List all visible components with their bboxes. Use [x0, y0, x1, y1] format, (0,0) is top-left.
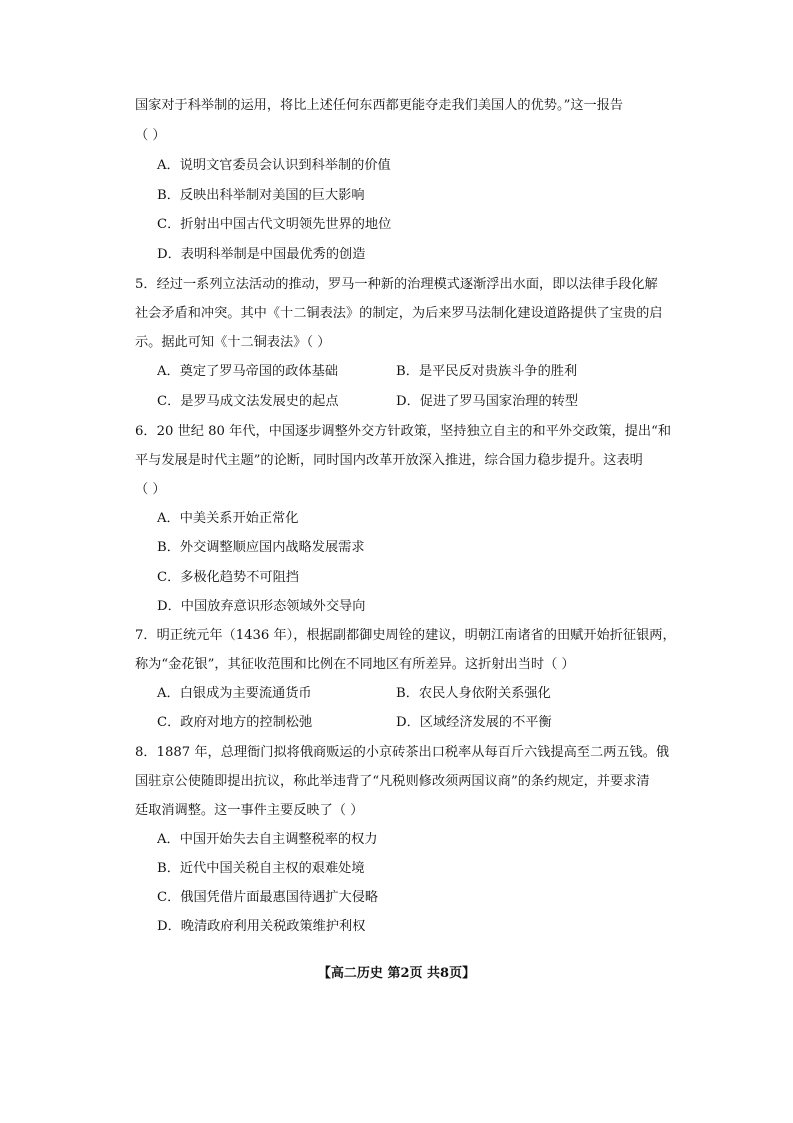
q7-stem-line-1: 7．明正统元年（1436 年），根据副都御史周铨的建议，明朝江南诸省的田赋开始折征银两， [135, 628, 676, 643]
q6-stem-line-3: （ ） [135, 482, 166, 497]
q6-option-b: B．外交调整顺应国内战略发展需求 [157, 540, 365, 555]
q8-option-d: D．晚清政府利用关税政策维护利权 [157, 919, 366, 934]
q4-option-d: D．表明科举制是中国最优秀的创造 [157, 247, 366, 262]
q4-option-c: C．折射出中国古代文明领先世界的地位 [157, 217, 392, 232]
q6-stem-line-2: 平与发展是时代主题”的论断，同时国内改革开放深入推进，综合国力稳步提升。这表明 [135, 453, 643, 468]
q6-option-c: C．多极化趋势不可阻挡 [157, 570, 299, 585]
q6-option-d: D．中国放弃意识形态领域外交导向 [157, 599, 366, 614]
q5-stem-line-1: 5．经过一系列立法活动的推动，罗马一种新的治理模式逐渐浮出水面，即以法律手段化解 [135, 277, 658, 292]
q5-option-b: B．是平民反对贵族斗争的胜利 [396, 364, 578, 379]
q5-stem-line-3: 示。据此可知《十二铜表法》（ ） [135, 335, 331, 350]
q4-option-b: B．反映出科举制对美国的巨大影响 [157, 188, 365, 203]
q8-stem-line-2: 国驻京公使随即提出抗议，称此举违背了“凡税则修改须两国议商”的条约规定，并要求清 [135, 774, 650, 789]
q8-option-b: B．近代中国关税自主权的艰难处境 [157, 861, 365, 876]
q7-option-a: A．白银成为主要流通货币 [157, 686, 312, 701]
q8-stem-line-3: 廷取消调整。这一事件主要反映了（ ） [135, 803, 364, 818]
q6-stem-line-1: 6．20 世纪 80 年代，中国逐步调整外交方针政策，坚持独立自主的和平外交政策，提出“和 [135, 424, 672, 439]
q7-option-b: B．农民人身依附关系强化 [396, 686, 551, 701]
q7-stem-line-2: 称为“金花银”，其征收范围和比例在不同地区有所差异。这折射出当时（ ） [135, 657, 575, 672]
q7-option-d: D．区域经济发展的不平衡 [396, 715, 552, 730]
q5-stem-line-2: 社会矛盾和冲突。其中《十二铜表法》的制定，为后来罗马法制化建设道路提供了宝贵的启 [135, 306, 663, 321]
q4-option-a: A．说明文官委员会认识到科举制的价值 [157, 158, 391, 173]
q4-answer-paren: （ ） [135, 128, 166, 143]
q8-stem-line-1: 8．1887 年，总理衙门拟将俄商贩运的小京砖茶出口税率从每百斤六钱提高至二两五钱。俄 [135, 745, 670, 760]
q5-option-d: D．促进了罗马国家治理的转型 [396, 394, 579, 409]
page-footer: 【高二历史 第2页 共8页】 [317, 966, 476, 981]
q8-option-c: C．俄国凭借片面最惠国待遇扩大侵略 [157, 890, 379, 905]
q7-option-c: C．政府对地方的控制松弛 [157, 715, 313, 730]
q8-option-a: A．中国开始失去自主调整税率的权力 [157, 832, 378, 847]
q5-option-c: C．是罗马成文法发展史的起点 [157, 394, 339, 409]
q5-option-a: A．奠定了罗马帝国的政体基础 [157, 364, 338, 379]
q6-option-a: A．中美关系开始正常化 [157, 511, 299, 526]
q4-stem-line-1: 国家对于科举制的运用，将比上述任何东西都更能夺走我们美国人的优势。”这一报告 [135, 98, 624, 113]
